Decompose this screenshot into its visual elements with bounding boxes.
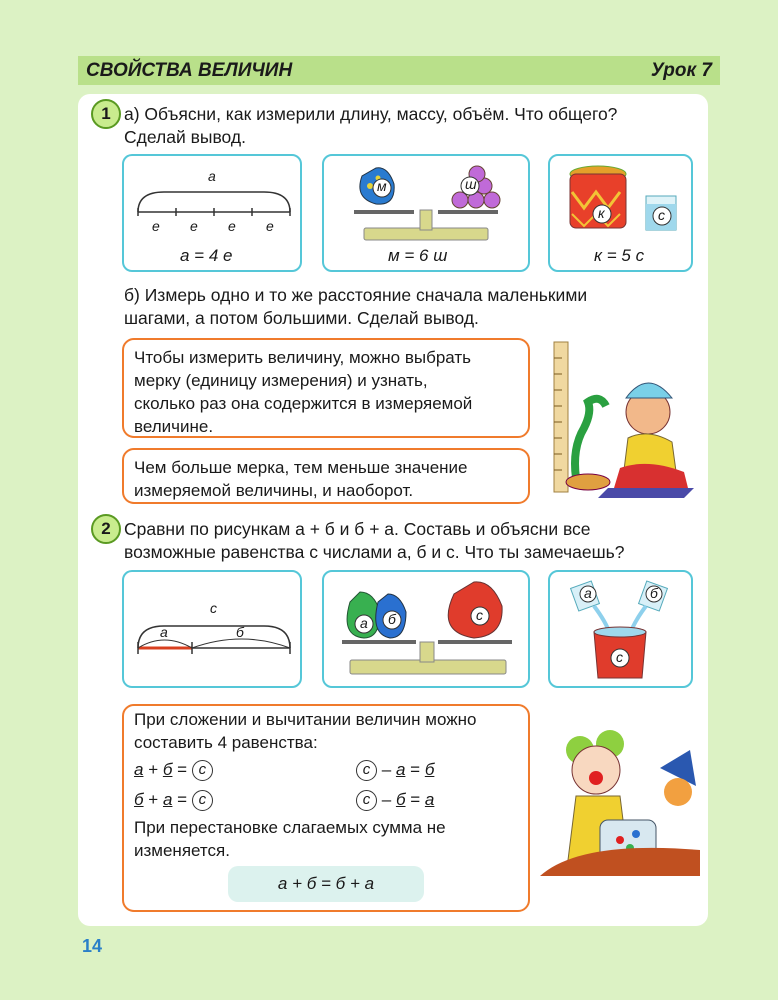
task-1b-line1: б) Измерь одно и то же расстояние сначала маленькими [124, 285, 588, 305]
rule-outro-line1: При перестановке слагаемых сумма не [134, 818, 446, 837]
task-1a-line2: Сделай вывод. [124, 127, 246, 147]
op-plus: + [148, 790, 159, 809]
op-minus: – [381, 790, 392, 809]
commutative-law-badge: а + б = б + а [228, 866, 424, 902]
op-equals: = [410, 760, 421, 779]
rule2-line2: измеряемой величины, и наоборот. [134, 481, 414, 500]
volume-card [548, 154, 693, 272]
cup-b-label: б [650, 585, 658, 601]
equality-c-minus-b [356, 790, 434, 811]
segment-a-part-label: а [160, 624, 168, 640]
rule1-line4: величине. [134, 417, 214, 436]
op-minus: – [381, 760, 392, 779]
bag-b-label: б [388, 611, 396, 627]
pot-k-label: к [598, 205, 605, 221]
volume-equation: к = 5 с [594, 246, 645, 265]
section-title: СВОЙСТВА ВЕЛИЧИН [86, 59, 293, 81]
var-c-circled: с [192, 760, 213, 781]
length-equation: а = 4 е [180, 246, 233, 265]
bucket-c-label: с [616, 649, 623, 665]
scale-with-bags-drawing [324, 572, 528, 686]
op-plus: + [148, 760, 159, 779]
lesson-header [78, 56, 720, 85]
ball-sh-label: ш [465, 176, 477, 192]
var-b: б [424, 760, 435, 779]
op-equals: = [410, 790, 421, 809]
cup-a-label: а [584, 585, 592, 601]
measurement-rule-box [122, 338, 530, 438]
bag-m-label: м [377, 178, 387, 194]
task-2-line2: возможные равенства с числами а, б и с. Что ты замечаешь? [124, 542, 625, 562]
snake-charmer-illustration [548, 338, 696, 500]
task-2-line1: Сравни по рисункам а + б и б + а. Составь и объясни все [124, 519, 591, 539]
rule1-line3: сколько раз она содержится в измеряемой [134, 394, 473, 413]
unit-e-label-2: е [190, 218, 198, 234]
var-b: б [395, 790, 406, 809]
segment-c-label: с [210, 600, 217, 616]
var-a: а [424, 790, 435, 809]
unit-e-label-3: е [228, 218, 236, 234]
var-a: а [395, 760, 406, 779]
op-equals: = [177, 760, 188, 779]
rule1-line1: Чтобы измерить величину, можно выбрать [134, 348, 471, 367]
var-a: а [134, 760, 144, 779]
pouring-drawing [550, 572, 691, 686]
var-c-circled: с [192, 790, 213, 811]
rule-outro-line2: изменяется. [134, 841, 230, 860]
segment-b-part-label: б [236, 624, 244, 640]
var-b: б [134, 790, 144, 809]
length-card [122, 154, 302, 272]
var-b: б [162, 760, 173, 779]
sum-pour-card [548, 570, 693, 688]
var-c-circled: с [356, 790, 377, 811]
sum-scale-card [322, 570, 530, 688]
mass-card [322, 154, 530, 272]
page-number: 14 [82, 936, 103, 956]
sum-segment-drawing [124, 572, 300, 686]
unit-e-label-4: е [266, 218, 274, 234]
rule-intro-line2: составить 4 равенства: [134, 733, 318, 752]
rule1-line2: мерку (единицу измерения) и узнать, [134, 371, 428, 390]
bag-c-label: с [476, 607, 483, 623]
task-1a-line1: а) Объясни, как измерили длину, массу, объём. Что общего? [124, 104, 618, 124]
task-1-number: 1 [91, 99, 121, 129]
mass-equation: м = 6 ш [388, 246, 448, 265]
rule2-line1: Чем больше мерка, тем меньше значение [134, 458, 468, 477]
glass-s-label: с [658, 207, 665, 223]
op-equals: = [177, 790, 188, 809]
lesson-number: Урок 7 [650, 59, 712, 81]
segment-a-label: а [208, 168, 216, 184]
unit-size-rule-box [122, 448, 530, 504]
task-2-number: 2 [91, 514, 121, 544]
equality-c-minus-a [356, 760, 434, 781]
sum-segment-card [122, 570, 302, 688]
rule-intro-line1: При сложении и вычитании величин можно [134, 710, 477, 729]
equality-b-plus-a [134, 790, 213, 811]
var-a: а [162, 790, 173, 809]
equality-a-plus-b [134, 760, 213, 781]
clown-illustration [540, 730, 700, 880]
unit-e-label-1: е [152, 218, 160, 234]
task-1b-line2: шагами, а потом большими. Сделай вывод. [124, 308, 479, 328]
bag-a-label: а [360, 615, 368, 631]
var-c-circled: с [356, 760, 377, 781]
